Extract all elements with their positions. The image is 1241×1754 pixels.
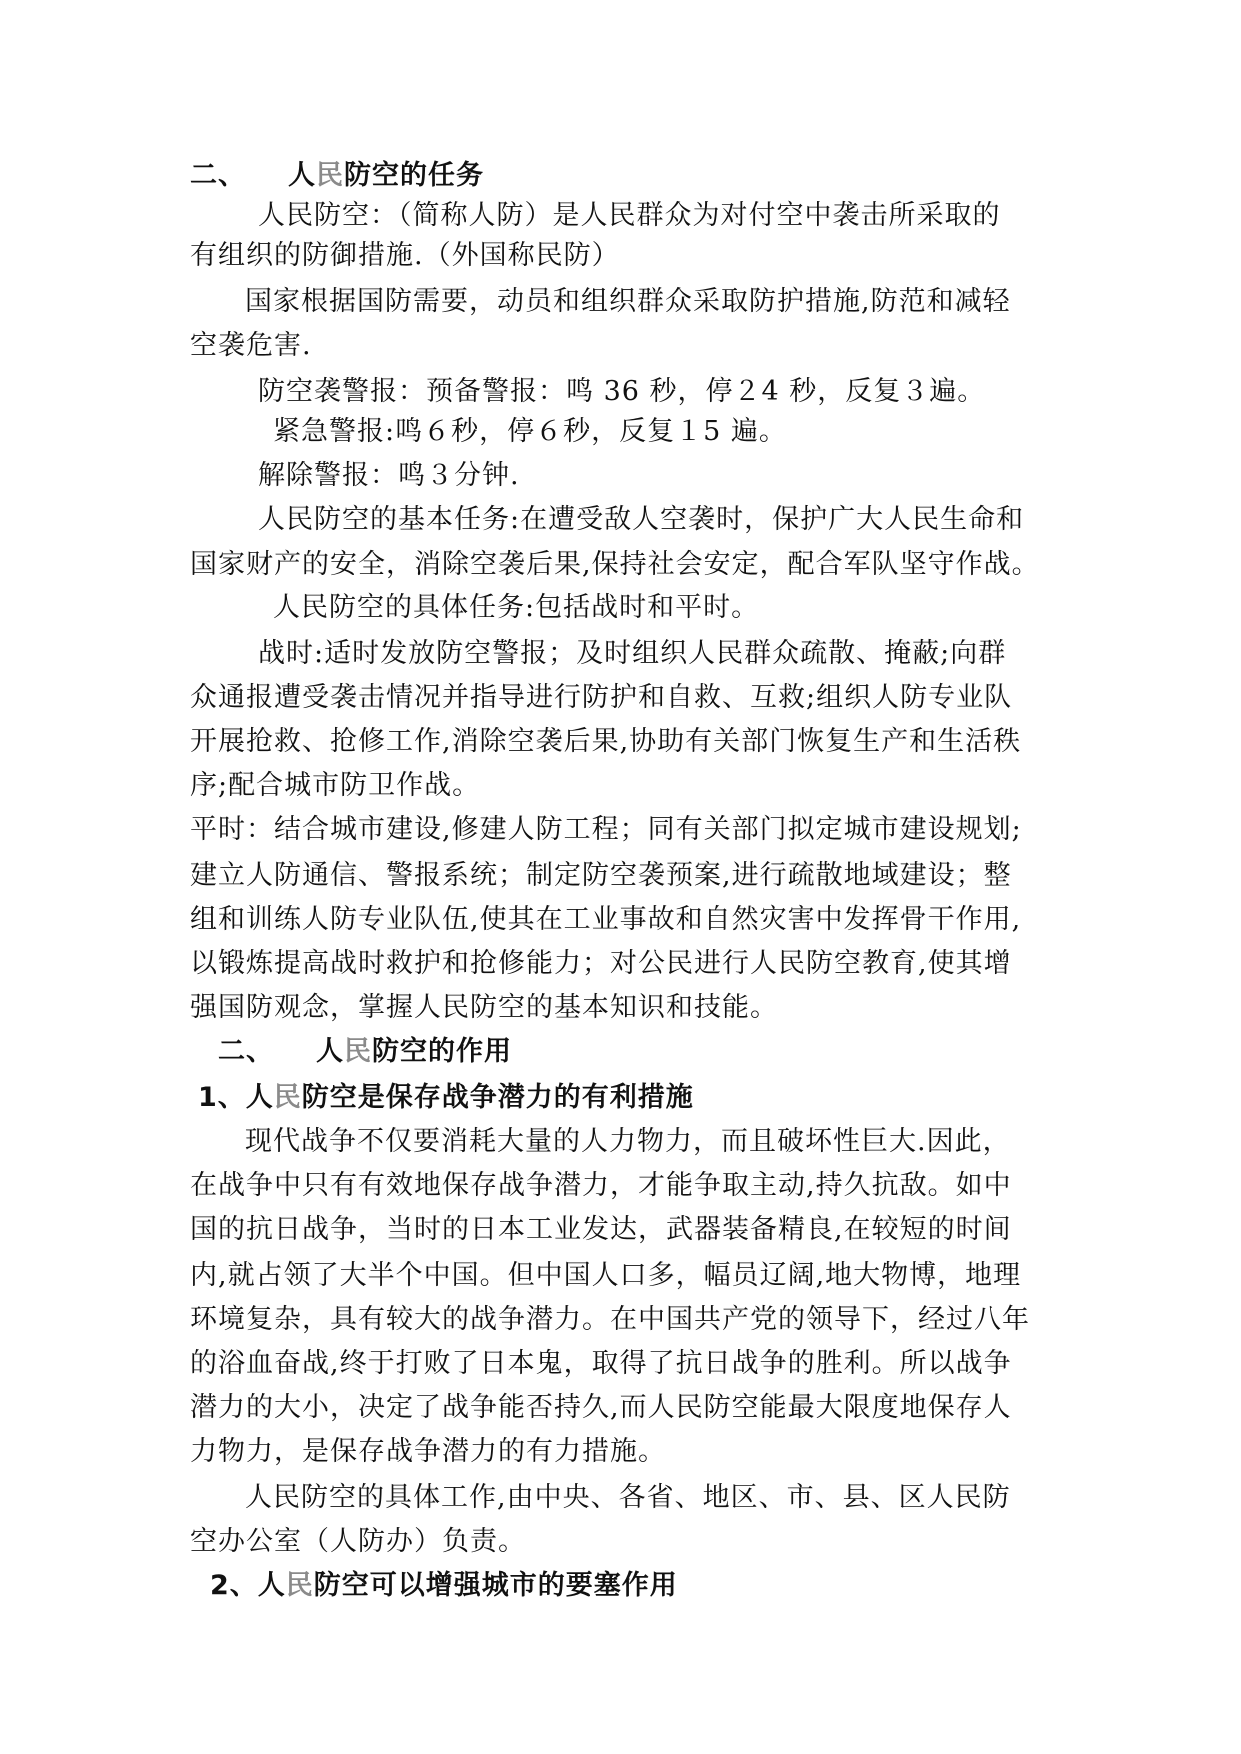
paragraph-line: 力物力，是保存战争潜力的有力措施。 — [190, 1436, 666, 1467]
paragraph-line: 开展抢救、抢修工作,消除空袭后果,协助有关部门恢复生产和生活秩 — [190, 726, 1022, 757]
section-title-part: 防空的作用 — [372, 1036, 512, 1067]
paragraph-line: 的浴血奋战,终于打败了日本鬼，取得了抗日战争的胜利。所以战争 — [190, 1348, 1012, 1379]
subheading-2 — [210, 1566, 678, 1606]
section-title-part: 人 — [316, 1036, 344, 1067]
paragraph-line: 平时：结合城市建设,修建人防工程；同有关部门拟定城市建设规划; — [190, 814, 1022, 845]
paragraph-line: 在战争中只有有效地保存战争潜力，才能争取主动,持久抗敌。如中 — [190, 1170, 1012, 1201]
paragraph-line: 战时:适时发放防空警报；及时组织人民群众疏散、掩蔽;向群 — [258, 638, 1007, 669]
paragraph-line: 有组织的防御措施.（外国称民防） — [190, 240, 620, 271]
section-title-part: 人 — [288, 160, 316, 191]
paragraph-line: 序;配合城市防卫作战。 — [190, 770, 481, 801]
subheading-title-part: 防空是保存战争潜力的有利措施 — [301, 1082, 694, 1113]
subheading-title-part: 防空可以增强城市的要塞作用 — [313, 1570, 678, 1601]
paragraph-line: 人民防空的具体工作,由中央、各省、地区、市、县、区人民防 — [245, 1482, 1011, 1513]
subheading-title-part: 人 — [245, 1082, 274, 1113]
paragraph-line: 紧急警报:鸣６秒，停６秒，反复１5 遍。 — [273, 416, 787, 447]
section-number: 二、 — [218, 1036, 274, 1067]
paragraph-line: 内,就占领了大半个中国。但中国人口多，幅员辽阔,地大物博，地理 — [190, 1260, 1022, 1291]
section-heading-roles — [218, 1032, 512, 1072]
paragraph-line: 人民防空的具体任务:包括战时和平时。 — [273, 592, 760, 623]
paragraph-line: 人民防空：（简称人防）是人民群众为对付空中袭击所采取的 — [258, 200, 1001, 231]
paragraph-line: 空袭危害. — [190, 330, 312, 361]
subheading-title-part: 人 — [257, 1570, 286, 1601]
subheading-title-highlight: 民 — [273, 1082, 302, 1113]
paragraph-line: 组和训练人防专业队伍,使其在工业事故和自然灾害中发挥骨干作用, — [190, 904, 1022, 935]
subheading-number: 1、 — [198, 1082, 246, 1113]
paragraph-line: 解除警报：鸣３分钟. — [258, 460, 520, 491]
paragraph-line: 国家根据国防需要，动员和组织群众采取防护措施,防范和减轻 — [245, 286, 1011, 317]
section-title-part: 防空的任务 — [344, 160, 484, 191]
section-number: 二、 — [190, 160, 246, 191]
paragraph-line: 人民防空的基本任务:在遭受敌人空袭时，保护广大人民生命和 — [258, 504, 1025, 535]
paragraph-line: 建立人防通信、警报系统；制定防空袭预案,进行疏散地域建设；整 — [190, 860, 1012, 891]
section-title-highlight: 民 — [344, 1036, 372, 1067]
paragraph-line: 防空袭警报：预备警报：鸣 36 秒，停２4 秒，反复３遍。 — [258, 376, 986, 407]
subheading-1 — [198, 1078, 694, 1118]
paragraph-line: 潜力的大小，决定了战争能否持久,而人民防空能最大限度地保存人 — [190, 1392, 1012, 1423]
paragraph-line: 国的抗日战争，当时的日本工业发达，武器装备精良,在较短的时间 — [190, 1214, 1012, 1245]
paragraph-line: 强国防观念，掌握人民防空的基本知识和技能。 — [190, 992, 778, 1023]
section-heading-tasks — [190, 156, 484, 196]
paragraph-line: 现代战争不仅要消耗大量的人力物力，而且破坏性巨大.因此， — [245, 1126, 1011, 1157]
subheading-number: 2、 — [210, 1570, 258, 1601]
subheading-title-highlight: 民 — [285, 1570, 314, 1601]
paragraph-line: 环境复杂，具有较大的战争潜力。在中国共产党的领导下，经过八年 — [190, 1304, 1030, 1335]
paragraph-line: 空办公室（人防办）负责。 — [190, 1526, 526, 1557]
section-title-highlight: 民 — [316, 160, 344, 191]
paragraph-line: 众通报遭受袭击情况并指导进行防护和自救、互救;组织人防专业队 — [190, 682, 1013, 713]
paragraph-line: 以锻炼提高战时救护和抢修能力；对公民进行人民防空教育,使其增 — [190, 948, 1012, 979]
paragraph-line: 国家财产的安全，消除空袭后果,保持社会安定，配合军队坚守作战。 — [190, 549, 1040, 580]
